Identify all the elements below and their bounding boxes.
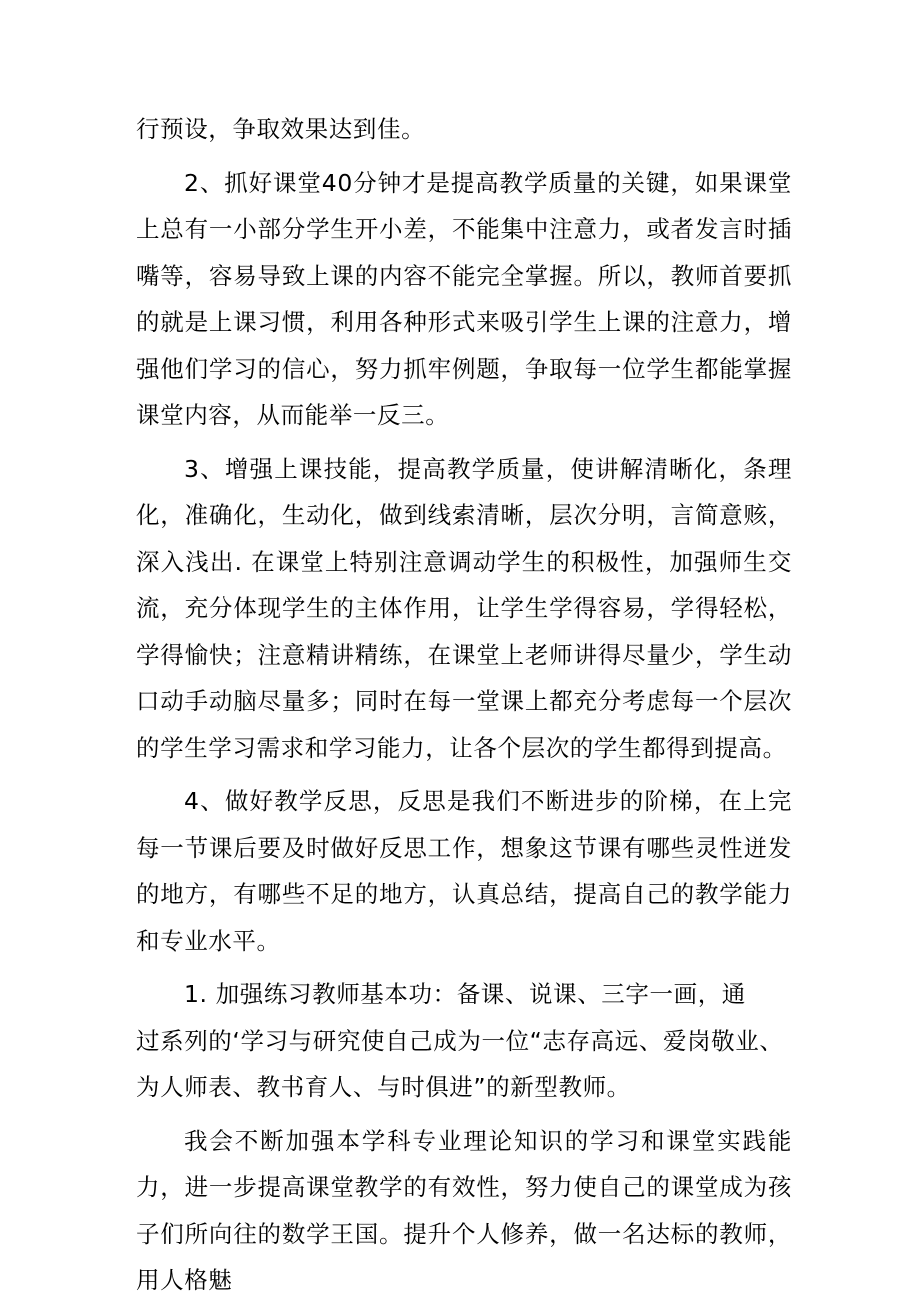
paragraph-item-4: 4、做好教学反思，反思是我们不断进步的阶梯，在上完每一节课后要及时做好反思工作，想象这节课有哪些灵性迸发的地方，有哪些不足的地方，认真总结，提高自己的教学能力和专业水平。 <box>136 787 792 955</box>
numbered-list-item <box>136 971 792 1111</box>
list-item-line-3: 为人师表、教书育人、与时俱进”的新型教师。 <box>136 1073 631 1101</box>
paragraph-continuation: 行预设，争取效果达到佳。 <box>136 115 426 143</box>
list-item-line-1: 1. 加强练习教师基本功：备课、说课、三字一画，通 <box>184 980 746 1008</box>
body-text <box>136 106 792 1304</box>
paragraph-item-3: 3、增强上课技能，提高教学质量，使讲解清晰化，条理化，准确化，生动化，做到线索清晰，层次分明，言简意赅，深入浅出. 在课堂上特别注意调动学生的积极性，加强师生交流，充分体现学生的主体作用，让学生学得容易，学得轻松，学得愉快；注意精讲精练，在课堂上老师讲得尽量少，学生动口动手动脑尽量多；同时在每一堂课上都充分考虑每一个层次的学生学习需求和学习能力，让各个层次的学生都得到提高。 <box>136 454 792 762</box>
paragraph-item-2: 2、抓好课堂40分钟才是提高教学质量的关键，如果课堂上总有一小部分学生开小差，不能集中注意力，或者发言时插嘴等，容易导致上课的内容不能完全掌握。所以，教师首要抓的就是上课习惯，利用各种形式来吸引学生上课的注意力，增强他们学习的信心，努力抓牢例题，争取每一位学生都能掌握课堂内容，从而能举一反三。 <box>136 168 792 429</box>
list-item-line-2: 过系列的‘学习与研究使自己成为一位“志存高远、爱岗敬业、 <box>136 1026 784 1055</box>
closing-paragraph: 我会不断加强本学科专业理论知识的学习和课堂实践能力，进一步提高课堂教学的有效性，努力使自己的课堂成为孩子们所向往的数学王国。提升个人修养，做一名达标的教师，用人格魅 <box>136 1126 792 1294</box>
